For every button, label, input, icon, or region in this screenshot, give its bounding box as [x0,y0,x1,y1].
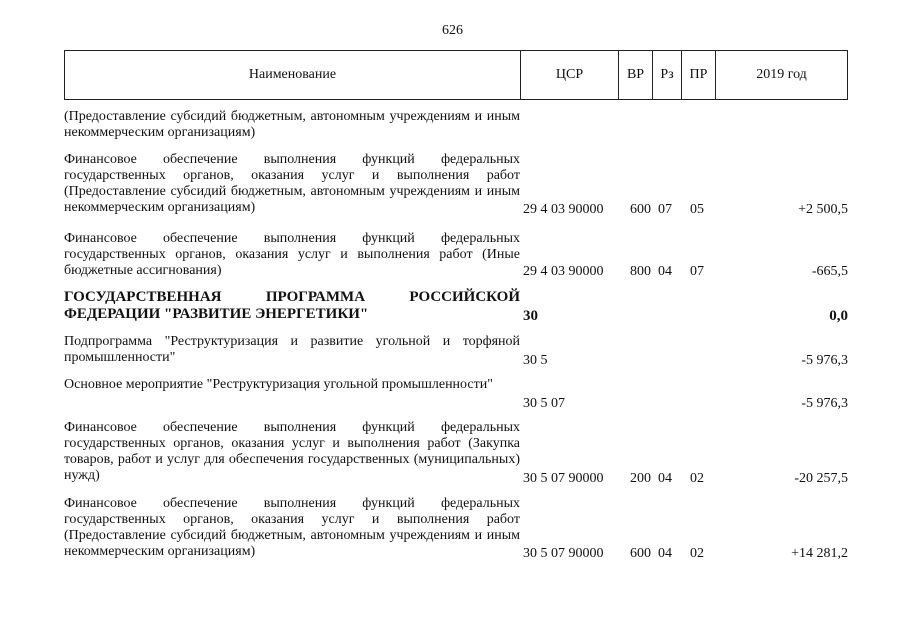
row-csr: 29 4 03 90000 [523,264,604,279]
row-csr: 29 4 03 90000 [523,202,604,217]
row-amount: 0,0 [829,308,848,324]
row-amount: -5 976,3 [801,353,848,368]
row-vr: 600 [630,202,651,217]
row-amount: +2 500,5 [798,202,848,217]
page-number: 626 [442,23,463,38]
row-name: Подпрограмма "Реструктуризация и развитие угольной и торфяной промышленности" [64,334,520,365]
row-rz: 04 [658,471,672,486]
column-header-name: Наименование [65,51,521,99]
row-amount: -5 976,3 [801,396,848,411]
column-header-rz: Рз [653,51,682,99]
row-rz: 04 [658,264,672,279]
row-name: Финансовое обеспечение выполнения функций федеральных государственных органов, оказания услуг и выполнения работ (Закупка товаров, работ и услуг для обеспечения государственных (муниципальных) нужд) [64,420,520,483]
row-amount: -20 257,5 [794,471,848,486]
row-name: Финансовое обеспечение выполнения функций федеральных государственных органов, оказания услуг и выполнения работ (Иные бюджетные ассигнования) [64,231,520,278]
row-csr: 30 5 07 [523,396,565,411]
table-header [64,50,848,100]
row-csr: 30 [523,308,538,324]
row-vr: 200 [630,471,651,486]
row-pr: 07 [690,264,704,279]
row-rz: 04 [658,546,672,561]
row-csr: 30 5 [523,353,548,368]
column-header-csr: ЦСР [521,51,619,99]
row-pr: 02 [690,471,704,486]
row-amount: +14 281,2 [791,546,848,561]
row-name: ГОСУДАРСТВЕННАЯ ПРОГРАММА РОССИЙСКОЙ ФЕДЕРАЦИИ "РАЗВИТИЕ ЭНЕРГЕТИКИ" [64,289,520,322]
row-pr: 02 [690,546,704,561]
row-rz: 07 [658,202,672,217]
row-csr: 30 5 07 90000 [523,546,604,561]
row-csr: 30 5 07 90000 [523,471,604,486]
row-vr: 600 [630,546,651,561]
row-vr: 800 [630,264,651,279]
column-header-vr: ВР [619,51,653,99]
row-name: Основное мероприятие "Реструктуризация угольной промышленности" [64,377,493,392]
row-name: (Предоставление субсидий бюджетным, автономным учреждениям и иным некоммерческим организациям) [64,109,520,140]
row-name: Финансовое обеспечение выполнения функций федеральных государственных органов, оказания услуг и выполнения работ (Предоставление субсидий бюджетным, автономным учреждениям и иным некоммерческим организациям) [64,496,520,559]
row-pr: 05 [690,202,704,217]
row-amount: -665,5 [811,264,848,279]
column-header-pr: ПР [682,51,716,99]
row-name: Финансовое обеспечение выполнения функций федеральных государственных органов, оказания услуг и выполнения работ (Предоставление субсидий бюджетным, автономным учреждениям и иным некоммерческим организациям) [64,152,520,215]
column-header-year: 2019 год [756,67,807,82]
